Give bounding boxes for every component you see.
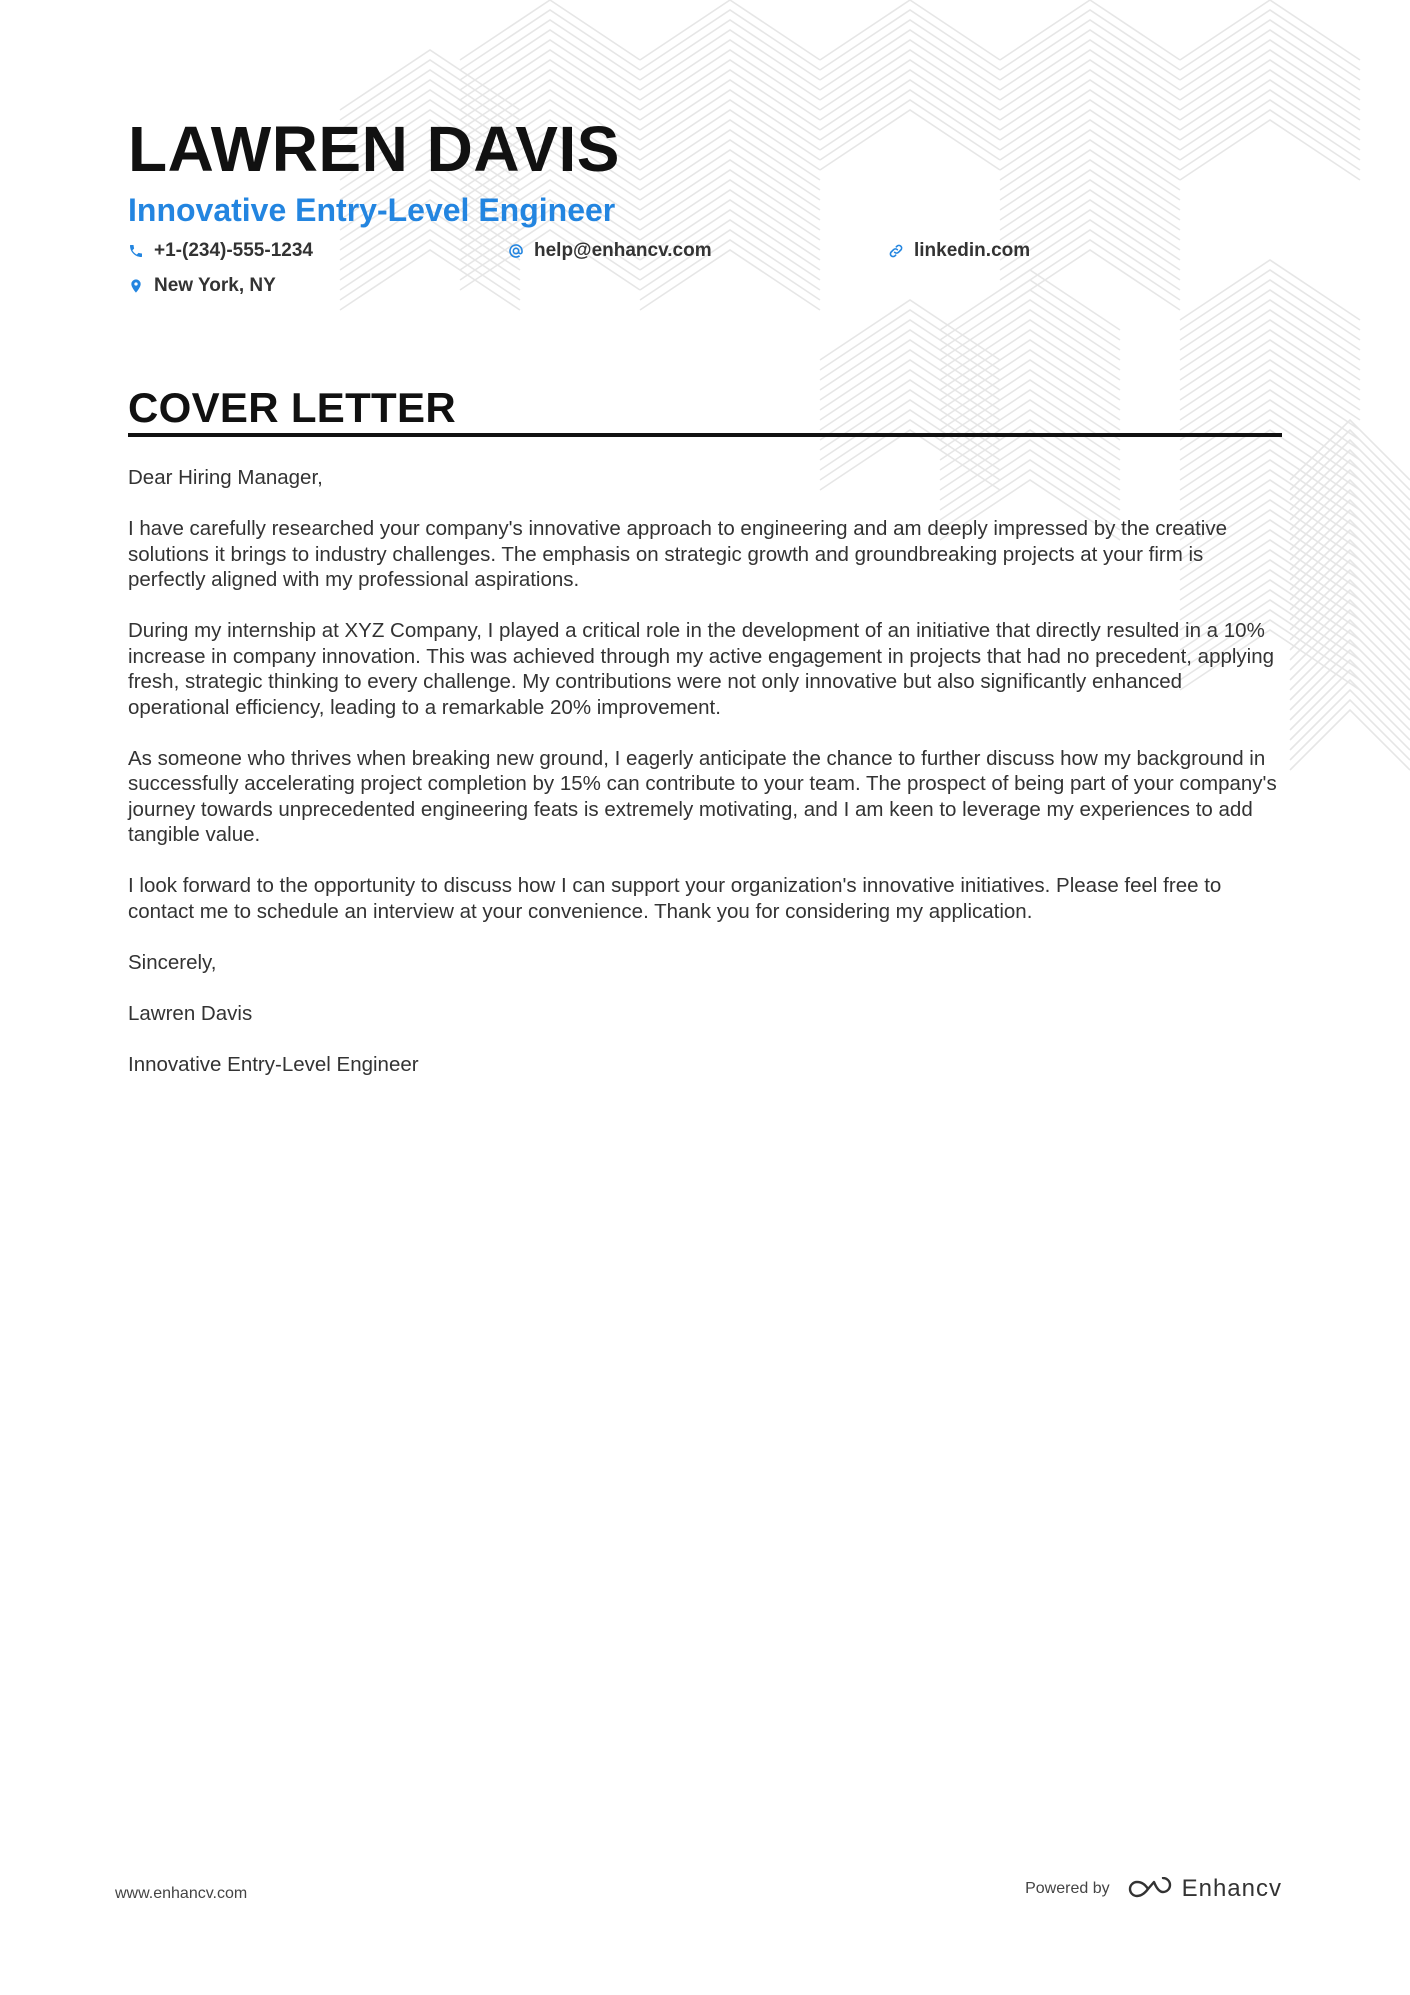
phone-icon <box>128 243 144 259</box>
brand-name: Enhancv <box>1181 1875 1282 1902</box>
brand-logo <box>1128 1875 1282 1903</box>
at-icon <box>508 243 524 259</box>
candidate-headline: Innovative Entry-Level Engineer <box>128 192 616 228</box>
location-pin-icon <box>128 278 144 294</box>
signature-title: Innovative Entry-Level Engineer <box>128 1052 419 1076</box>
letter-paragraph: I have carefully researched your company's innovative approach to engineering and am deeply impressed by the creative solutions it brings to industry challenges. The emphasis on strategic growth and groundbreaking projects at your firm is perfectly aligned with my professional aspirations. <box>128 517 1228 591</box>
enhancv-logo-icon <box>1128 1877 1174 1901</box>
letter-paragraph: As someone who thrives when breaking new ground, I eagerly anticipate the chance to further discuss how my background in successfully accelerating project completion by 15% can contribute to your team. The prospect of being part of your company's journey towards unprecedented engineering feats is extremely motivating, and I am keen to leverage my experiences to add tangible value. <box>128 746 1277 846</box>
contact-link[interactable] <box>888 240 1030 262</box>
phone-text: +1-(234)-555-1234 <box>154 240 313 261</box>
link-text: linkedin.com <box>914 240 1031 261</box>
letter-paragraph: I look forward to the opportunity to discuss how I can support your organization's innovative initiatives. Please feel free to contact me to schedule an interview at your convenience. Thank you for considering my application. <box>128 874 1222 923</box>
contact-phone[interactable] <box>128 240 313 262</box>
letter-body <box>128 465 1282 1103</box>
section-title: COVER LETTER <box>128 384 456 431</box>
footer-brand[interactable] <box>1025 1875 1282 1903</box>
section-divider <box>128 433 1282 437</box>
email-text: help@enhancv.com <box>534 240 712 261</box>
letter-greeting: Dear Hiring Manager, <box>128 466 323 489</box>
location-text: New York, NY <box>154 275 276 296</box>
letter-paragraph: During my internship at XYZ Company, I played a critical role in the development of an initiative that directly resulted in a 10% increase in company innovation. This was achieved through my active engagement in projects that had no precedent, applying fresh, strategic thinking to every challenge. My contributions were not only innovative but also significantly enhanced operational efficiency, leading to a remarkable 20% improvement. <box>128 619 1275 719</box>
powered-by-text: Powered by <box>1025 1880 1110 1897</box>
signature-name: Lawren Davis <box>128 1001 253 1025</box>
contact-email[interactable] <box>508 240 712 262</box>
candidate-name: LAWREN DAVIS <box>128 113 620 185</box>
letter-closing: Sincerely, <box>128 950 217 974</box>
link-icon <box>888 243 904 259</box>
contact-location <box>128 275 276 297</box>
footer-website[interactable]: www.enhancv.com <box>115 1885 248 1902</box>
